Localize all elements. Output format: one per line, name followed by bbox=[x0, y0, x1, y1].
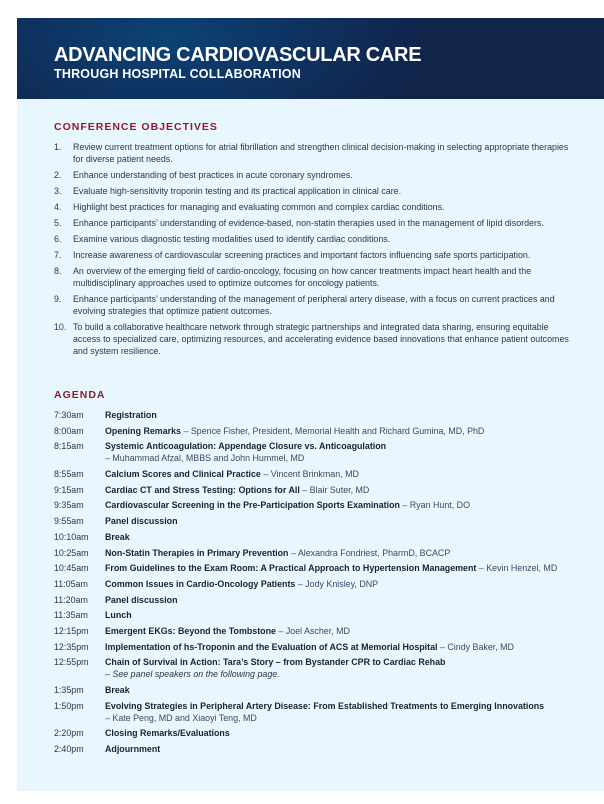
agenda-description bbox=[105, 531, 130, 543]
session-speaker: – Muhammad Afzal, MBBS and John Hummel, MD bbox=[105, 453, 305, 464]
session-title: Emergent EKGs: Beyond the Tombstone bbox=[105, 625, 276, 636]
objective-item bbox=[54, 293, 574, 317]
objective-number: 7. bbox=[54, 250, 62, 260]
agenda-item bbox=[54, 468, 599, 480]
session-title: Opening Remarks bbox=[105, 425, 181, 436]
agenda-item bbox=[54, 700, 599, 724]
agenda-item bbox=[54, 641, 599, 653]
objective-number: 6. bbox=[54, 234, 62, 244]
agenda-description bbox=[105, 656, 445, 680]
objective-number: 5. bbox=[54, 218, 62, 228]
session-title: Implementation of hs-Troponin and the Evaluation of ACS at Memorial Hospital bbox=[105, 641, 438, 652]
agenda-time: 12:15pm bbox=[54, 625, 89, 636]
agenda-description bbox=[105, 641, 514, 653]
page-subtitle: THROUGH HOSPITAL COLLABORATION bbox=[54, 67, 301, 81]
agenda-time: 9:15am bbox=[54, 484, 84, 495]
session-speaker: – Joel Ascher, MD bbox=[278, 625, 350, 636]
objective-item bbox=[54, 265, 574, 289]
objective-item bbox=[54, 249, 574, 261]
session-title: Non-Statin Therapies in Primary Prevention bbox=[105, 547, 289, 558]
session-title: Adjournment bbox=[105, 744, 161, 755]
objective-number: 1. bbox=[54, 142, 62, 152]
objective-text: Examine various diagnostic testing modalities used to identify cardiac conditions. bbox=[73, 234, 391, 244]
objective-text: Enhance participants’ understanding of evidence-based, non-statin therapies used in the management of lipid disorders. bbox=[73, 218, 544, 228]
content-panel bbox=[17, 99, 604, 791]
agenda-description bbox=[105, 468, 359, 480]
agenda-time: 10:45am bbox=[54, 563, 89, 574]
session-speaker: – Blair Suter, MD bbox=[302, 484, 370, 495]
objective-item bbox=[54, 233, 574, 245]
objective-item bbox=[54, 217, 574, 229]
objective-text: Increase awareness of cardiovascular screening practices and important factors influencing safe sports participation. bbox=[73, 250, 531, 260]
session-title: From Guidelines to the Exam Room: A Practical Approach to Hypertension Management bbox=[105, 563, 477, 574]
agenda-item bbox=[54, 531, 599, 543]
objective-number: 8. bbox=[54, 266, 62, 276]
session-speaker: – Spence Fisher, President, Memorial Health and Richard Gumina, MD, PhD bbox=[183, 425, 485, 436]
header-banner bbox=[17, 18, 604, 99]
agenda-description bbox=[105, 625, 350, 637]
agenda-item bbox=[54, 440, 599, 464]
session-title: Cardiovascular Screening in the Pre-Participation Sports Examination bbox=[105, 500, 400, 511]
session-speaker: – Jody Knisley, DNP bbox=[297, 578, 379, 589]
agenda-time: 1:50pm bbox=[54, 700, 84, 711]
agenda-time: 9:35am bbox=[54, 500, 84, 511]
objective-text: An overview of the emerging field of cardio-oncology, focusing on how cancer treatments impact heart health and the multidisciplinary approaches used to optimize outcomes for oncology patients. bbox=[73, 266, 532, 288]
objective-item bbox=[54, 169, 574, 181]
objective-item bbox=[54, 141, 574, 165]
session-title: Panel discussion bbox=[105, 516, 178, 527]
agenda-item bbox=[54, 594, 599, 606]
agenda-item bbox=[54, 578, 599, 590]
agenda-description bbox=[105, 515, 178, 527]
agenda-item bbox=[54, 684, 599, 696]
objective-item bbox=[54, 185, 574, 197]
agenda-time: 8:55am bbox=[54, 469, 84, 480]
objective-number: 2. bbox=[54, 170, 62, 180]
session-speaker: – Kate Peng, MD and Xiaoyi Teng, MD bbox=[105, 712, 257, 723]
agenda-description bbox=[105, 700, 544, 724]
objectives-list bbox=[54, 141, 574, 361]
agenda-item bbox=[54, 609, 599, 621]
agenda-item bbox=[54, 409, 599, 421]
session-title: Evolving Strategies in Peripheral Artery Disease: From Established Treatments to Emerging Innovations bbox=[105, 700, 545, 711]
agenda-time: 10:25am bbox=[54, 547, 89, 558]
agenda-time: 1:35pm bbox=[54, 685, 84, 695]
agenda-description bbox=[105, 425, 484, 437]
objective-text: Evaluate high-sensitivity troponin testing and its practical application in clinical care. bbox=[73, 186, 402, 196]
agenda-time: 2:20pm bbox=[54, 728, 84, 739]
objectives-heading: CONFERENCE OBJECTIVES bbox=[54, 121, 218, 133]
agenda-description bbox=[105, 594, 178, 606]
agenda-time: 11:05am bbox=[54, 578, 88, 589]
objective-item bbox=[54, 201, 574, 213]
session-speaker: – Ryan Hunt, DO bbox=[402, 500, 470, 511]
agenda-description bbox=[105, 547, 450, 559]
session-title: Chain of Survival in Action: Tara’s Story – from Bystander CPR to Cardiac Rehab bbox=[105, 657, 446, 668]
session-title: Systemic Anticoagulation: Appendage Closure vs. Anticoagulation bbox=[105, 441, 387, 452]
agenda-description bbox=[105, 484, 369, 496]
agenda-item bbox=[54, 625, 599, 637]
agenda-time: 8:00am bbox=[54, 425, 84, 436]
objective-number: 9. bbox=[54, 294, 62, 304]
agenda-description bbox=[105, 684, 130, 696]
agenda-time: 7:30am bbox=[54, 410, 84, 420]
agenda-time: 8:15am bbox=[54, 441, 84, 452]
agenda-item bbox=[54, 743, 599, 755]
agenda-item bbox=[54, 547, 599, 559]
agenda-description bbox=[105, 727, 230, 739]
page-title: ADVANCING CARDIOVASCULAR CARE bbox=[54, 44, 422, 66]
agenda-time: 12:55pm bbox=[54, 657, 89, 668]
objective-number: 10. bbox=[54, 322, 67, 332]
objective-text: Enhance participants’ understanding of the management of peripheral artery disease, with a focus on current practices and evolving strategies that optimize patient outcomes. bbox=[73, 294, 555, 316]
agenda-item bbox=[54, 499, 599, 511]
agenda-description bbox=[105, 578, 378, 590]
session-note: – See panel speakers on the following page. bbox=[105, 669, 280, 680]
agenda-time: 2:40pm bbox=[54, 744, 84, 755]
agenda-item bbox=[54, 484, 599, 496]
agenda-time: 10:10am bbox=[54, 531, 89, 542]
session-title: Common Issues in Cardio-Oncology Patients bbox=[105, 578, 296, 589]
objective-item bbox=[54, 321, 574, 357]
session-title: Lunch bbox=[105, 610, 132, 621]
agenda-description bbox=[105, 409, 157, 421]
session-title: Registration bbox=[105, 410, 157, 420]
agenda-item bbox=[54, 727, 599, 739]
agenda-item bbox=[54, 515, 599, 527]
session-speaker: – Vincent Brinkman, MD bbox=[263, 469, 359, 480]
session-speaker: – Alexandra Fondriest, PharmD, BCACP bbox=[290, 547, 451, 558]
objective-number: 3. bbox=[54, 186, 62, 196]
session-title: Break bbox=[105, 531, 130, 542]
objective-text: Highlight best practices for managing and evaluating common and complex cardiac conditions. bbox=[73, 202, 445, 212]
agenda-time: 11:20am bbox=[54, 594, 88, 605]
session-title: Break bbox=[105, 685, 130, 695]
session-title: Closing Remarks/Evaluations bbox=[105, 728, 230, 739]
agenda-description bbox=[105, 743, 160, 755]
session-title: Calcium Scores and Clinical Practice bbox=[105, 469, 261, 480]
session-title: Panel discussion bbox=[105, 594, 178, 605]
agenda-description bbox=[105, 562, 557, 574]
session-speaker: – Kevin Henzel, MD bbox=[478, 563, 558, 574]
agenda-time: 11:35am bbox=[54, 610, 88, 621]
session-title: Cardiac CT and Stress Testing: Options for All bbox=[105, 484, 300, 495]
objective-text: To build a collaborative healthcare network through strategic partnerships and integrated data sharing, ensuring equitable access to specialized care, optimizing resources, and accelerating evidence based innovations that enhance patient outcomes and system resilience. bbox=[73, 322, 569, 356]
agenda-list bbox=[54, 409, 599, 759]
agenda-description bbox=[105, 499, 470, 511]
agenda-description bbox=[105, 609, 132, 621]
objective-text: Review current treatment options for atrial fibrillation and strengthen clinical decision-making in selecting appropriate therapies for diverse patient needs. bbox=[73, 142, 569, 164]
agenda-item bbox=[54, 562, 599, 574]
agenda-time: 12:35pm bbox=[54, 641, 89, 652]
agenda-description bbox=[105, 440, 386, 464]
agenda-time: 9:55am bbox=[54, 516, 84, 527]
objective-number: 4. bbox=[54, 202, 62, 212]
objective-text: Enhance understanding of best practices in acute coronary syndromes. bbox=[73, 170, 353, 180]
agenda-item bbox=[54, 656, 599, 680]
agenda-heading: AGENDA bbox=[54, 389, 106, 401]
session-speaker: – Cindy Baker, MD bbox=[439, 641, 514, 652]
agenda-item bbox=[54, 425, 599, 437]
